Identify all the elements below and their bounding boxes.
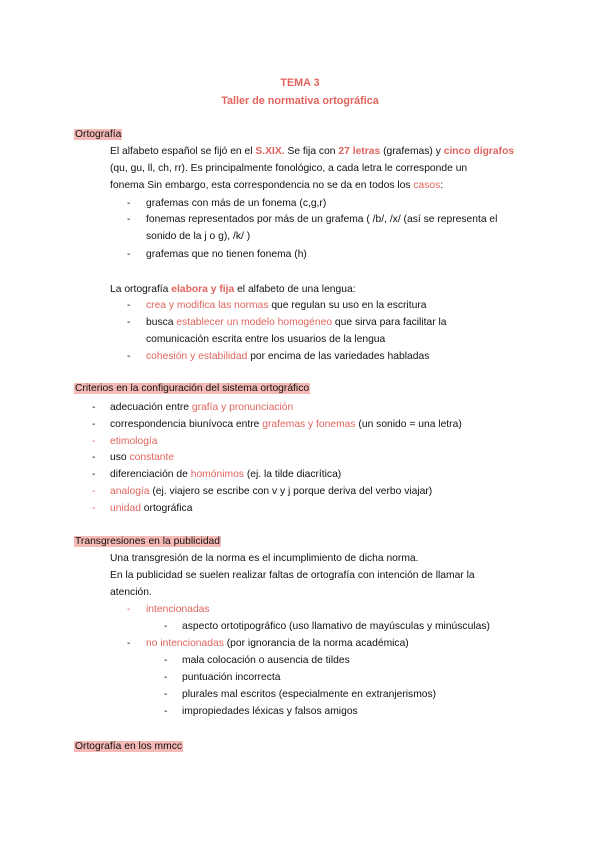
section-heading-transgresiones: Transgresiones en la publicidad [75,536,221,547]
list-dash: - [92,419,96,430]
list-subitem: mala colocación o ausencia de tildes [182,655,350,666]
list-item: intencionadas [146,604,210,615]
paragraph-line: En la publicidad se suelen realizar faltas de ortografía con intención de llamar la [110,570,475,581]
list-dash: - [92,436,96,447]
list-item: etimología [110,436,158,447]
list-dash: - [92,452,96,463]
section-heading-criterios: Criterios en la configuración del sistema ortográfico [75,383,310,394]
list-item: busca establecer un modelo homogéneo que sirva para facilitar la [146,317,447,328]
list-dash: - [92,469,96,480]
page-title: TEMA 3 [280,77,320,89]
list-dash: - [92,503,96,514]
list-item: unidad ortográfica [110,503,193,514]
paragraph-line: atención. [110,587,152,598]
list-dash: - [164,655,168,666]
list-subitem: aspecto ortotipográfico (uso llamativo de mayúsculas y minúsculas) [182,621,490,632]
list-item: no intencionadas (por ignorancia de la norma académica) [146,638,409,649]
page-subtitle: Taller de normativa ortográfica [221,95,379,107]
list-item: cohesión y estabilidad por encima de las variedades habladas [146,351,430,362]
paragraph-line: La ortografía elabora y fija el alfabeto de una lengua: [110,284,356,295]
list-item: adecuación entre grafía y pronunciación [110,402,294,413]
list-dash: - [127,198,131,209]
list-dash: - [92,486,96,497]
paragraph-line: (qu, gu, ll, ch, rr). Es principalmente fonológico, a cada letra le corresponde un [110,163,468,174]
section-heading-mmcc: Ortografía en los mmcc [75,741,183,752]
list-item: analogía (ej. viajero se escribe con v y j porque deriva del verbo viajar) [110,486,433,497]
list-dash: - [127,638,131,649]
list-dash: - [164,672,168,683]
list-dash: - [164,706,168,717]
paragraph-line: Una transgresión de la norma es el incumplimiento de dicha norma. [110,553,419,564]
list-subitem: impropiedades léxicas y falsos amigos [182,706,358,717]
list-item-continuation: sonido de la j o g), /k/ ) [146,231,251,242]
list-item: diferenciación de homónimos (ej. la tilde diacrítica) [110,469,342,480]
list-dash: - [92,402,96,413]
list-item: correspondencia biunívoca entre grafemas y fonemas (un sonido = una letra) [110,419,462,430]
list-dash: - [164,621,168,632]
list-item: uso constante [110,452,175,463]
list-dash: - [127,351,131,362]
list-item: grafemas con más de un fonema (c,g,r) [146,198,327,209]
list-dash: - [127,214,131,225]
list-subitem: plurales mal escritos (especialmente en extranjerismos) [182,689,437,700]
list-dash: - [127,317,131,328]
list-dash: - [127,604,131,615]
section-heading-ortografia: Ortografía [75,129,122,140]
list-subitem: puntuación incorrecta [182,672,281,683]
list-dash: - [127,249,131,260]
list-dash: - [164,689,168,700]
list-item: fonemas representados por más de un grafema ( /b/, /x/ (así se representa el [146,214,498,225]
paragraph-line: El alfabeto español se fijó en el S.XIX. Se fija con 27 letras (grafemas) y cinco dígrafos [110,146,515,157]
paragraph-line: fonema Sin embargo, esta correspondencia no se da en todos los casos: [110,180,444,191]
list-dash: - [127,300,131,311]
list-item-continuation: comunicación escrita entre los usuarios de la lengua [146,334,386,345]
list-item: grafemas que no tienen fonema (h) [146,249,307,260]
list-item: crea y modifica las normas que regulan su uso en la escritura [146,300,427,311]
